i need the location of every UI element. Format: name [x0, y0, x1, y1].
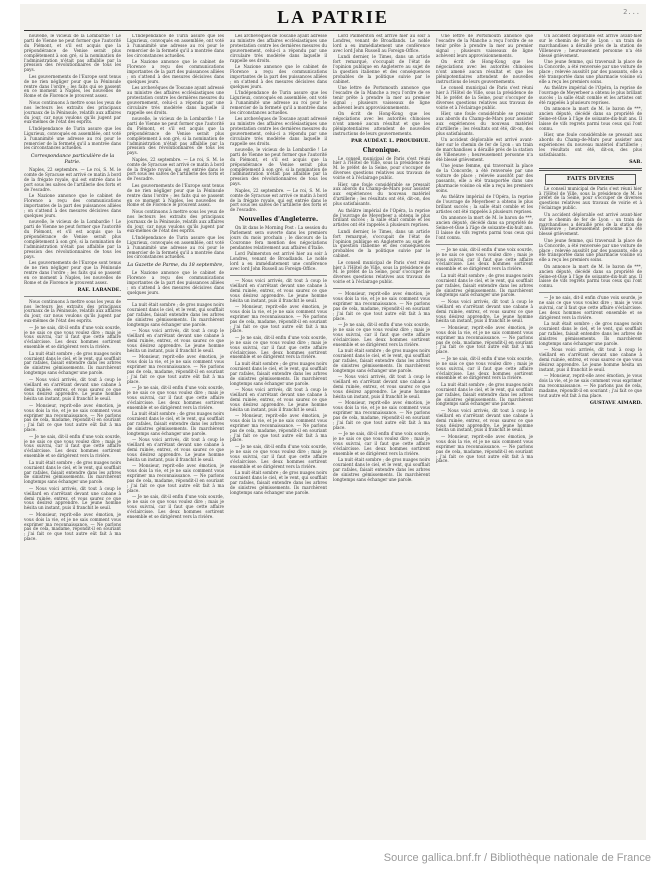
column-5: [436, 34, 533, 834]
article-paragraph: Naples, 22 septembre. — Le roi, S. M. le comte de Syracuse est arrivé ce matin à bord de la frégate royale, qui est entrée dans le port sous les salves de l'artillerie des forts et de l'escadre.: [24, 167, 121, 192]
article-paragraph: — Je ne sais, dit-il enfin d'une voix sourde, je ne sais ce que vous voulez dire ; mais je vous suivrai, car il faut que cette affaire s'éclaircisse. Les deux hommes sortirent ensemble et se dirigèrent vers la rivière.: [333, 431, 430, 456]
article-paragraph: La nuit était sombre ; de gros nuages noirs couraient dans le ciel, et le vent, qui soufflait par rafales, faisait entendre dans les arbres de sinistres gémissements. Ils marchèrent longtemps sans échanger une parole.: [24, 459, 121, 485]
article-paragraph: — Monsieur, reprit-elle avec émotion, je vous dois la vie, et je ne sais comment vous exprimer ma reconnaissance. — Ne parlons pas de cela, madame, répondit-il en souriant ; j'ai fait ce que tout autre eût fait à ma place.: [539, 373, 642, 398]
article-paragraph: Les gouvernements de l'Europe sont tenus de ne rien négliger pour que la Péninsule rentre dans l'ordre ; les faits qui se passent en ce moment à Naples, les nouvelles de Rome et de Florence le prouvent assez.: [24, 73, 121, 99]
page-reference: 2...: [623, 8, 640, 16]
article-paragraph: Hier, une foule considérable se pressait aux abords du Champ-de-Mars pour assister aux expériences du nouveau matériel d'artillerie ; les résultats ont été, dit-on, des plus satisfaisants.: [539, 132, 642, 157]
article-paragraph: Le Nazione annonce que le cabinet de Florence a reçu des communications importantes de la part des puissances alliées ; on s'attend à des mesures décisives dans quelques jours.: [127, 270, 224, 295]
article-paragraph: Naples, 22 septembre. — Le roi, S. M. le comte de Syracuse est arrivé ce matin à bord de la frégate royale, qui est entrée dans le port sous les salves de l'artillerie des forts et de l'escadre.: [230, 187, 327, 213]
article-paragraph: La nuit était sombre ; de gros nuages noirs couraient dans le ciel, et le vent, qui soufflait par rafales, faisait entendre dans les arbres de sinistres gémissements. Ils marchèrent longtemps sans échanger une parole.: [230, 469, 327, 495]
article-paragraph: On annonce la mort de M. le baron de ***, ancien député, décédé dans sa propriété de Seine-et-Oise à l'âge de soixante-dix-huit ans. Il laisse de vifs regrets parmi tous ceux qui l'ont connu.: [539, 106, 642, 131]
article-paragraph: — Je ne sais, dit-il enfin d'une voix sourde, je ne sais ce que vous voulez dire ; mais je vous suivrai, car il faut que cette affaire s'éclaircisse. Les deux hommes sortirent ensemble et se dirigèrent vers la rivière.: [539, 295, 642, 320]
article-paragraph: Le conseil municipal de Paris s'est réuni hier à l'Hôtel de Ville, sous la présidence de M. le préfet de la Seine, pour s'occuper de diverses questions relatives aux travaux de voirie et à l'éclairage public.: [539, 185, 642, 211]
section-divider: [24, 296, 121, 297]
chronique-heading: Chronique.: [362, 146, 401, 154]
article-paragraph: Au théâtre impérial de l'Opéra, la reprise de l'ouvrage de Meyerbeer a obtenu le plus brillant succès ; la salle était comble et les artistes ont été rappelés à plusieurs reprises.: [333, 207, 430, 228]
section-divider: [127, 299, 224, 300]
article-paragraph: nouvelle, le vicieux de la Lombardie ! Le parti de Vienne ne peut former que l'autorité du Piémont, et s'il est acquis que la prépondérance de Venise serait plus complètement à son gré, si la nomination de l'administration n'était pas affaiblie par la pression des révolutionnaires de tous les pays.: [24, 219, 121, 259]
article-paragraph: — Nous voici arrivés, dit tout à coup le vieillard en s'arrêtant devant une cabane à demi ruinée, entrez, et vous saurez ce que vous désirez apprendre. Le jeune homme hésita un instant, puis il franchit le seuil.: [24, 485, 121, 511]
section-divider: [539, 168, 642, 171]
article-paragraph: — Nous voici arrivés, dit tout à coup le vieillard en s'arrêtant devant une cabane à demi ruinée, entrez, et vous saurez ce que vous désirez apprendre. Le jeune homme hésita un instant, puis il franchit le seuil.: [230, 277, 327, 303]
article-paragraph: La nuit était sombre ; de gros nuages noirs couraient dans le ciel, et le vent, qui soufflait par rafales, faisait entendre dans les arbres de sinistres gémissements. Ils marchèrent longtemps sans échanger une parole.: [24, 350, 121, 376]
article-paragraph: Une jeune femme, qui traversait la place de la Concorde, a été renversée par une voiture de place ; relevée aussitôt par des passants, elle a été transportée dans une pharmacie voisine où elle a reçu les premiers soins.: [539, 59, 642, 84]
article-paragraph: — Je ne sais, dit-il enfin d'une voix sourde, je ne sais ce que vous voulez dire ; mais je vous suivrai, car il faut que cette affaire s'éclaircisse. Les deux hommes sortirent ensemble et se dirigèrent vers la rivière.: [127, 384, 224, 410]
article-paragraph: nouvelle, le vicieux de la Lombardie ! Le parti de Vienne ne peut former que l'autorité du Piémont, et s'il est acquis que la prépondérance de Venise serait plus complètement à son gré, si la nomination de l'administration n'était pas affaiblie par la pression des révolutionnaires de tous les pays.: [127, 116, 224, 156]
article-paragraph: — Monsieur, reprit-elle avec émotion, je vous dois la vie, et je ne sais comment vous exprimer ma reconnaissance. — Ne parlons pas de cela, madame, répondit-il en souriant ; j'ai fait ce que tout autre eût fait à ma place.: [127, 463, 224, 493]
article-paragraph: — Monsieur, reprit-elle avec émotion, je vous dois la vie, et je ne sais comment vous exprimer ma reconnaissance. — Ne parlons pas de cela, madame, répondit-il en souriant ; j'ai fait ce que tout autre eût fait à ma place.: [333, 291, 430, 321]
article-paragraph: — Je ne sais, dit-il enfin d'une voix sourde, je ne sais ce que vous voulez dire ; mais je vous suivrai, car il faut que cette affaire s'éclaircisse. Les deux hommes sortirent ensemble et se dirigèrent vers la rivière.: [230, 443, 327, 469]
masthead-rule: [24, 30, 642, 31]
article-paragraph: — Monsieur, reprit-elle avec émotion, je vous dois la vie, et je ne sais comment vous exprimer ma reconnaissance. — Ne parlons pas de cela, madame, répondit-il en souriant ; j'ai fait ce que tout autre eût fait à ma place.: [436, 324, 533, 355]
article-paragraph: Le Nazione annonce que le cabinet de Florence a reçu des communications importantes de la part des puissances alliées ; on s'attend à des mesures décisives dans quelques jours.: [127, 59, 224, 84]
article-paragraph: Le Nazione annonce que le cabinet de Florence a reçu des communications importantes de la part des puissances alliées ; on s'attend à des mesures décisives dans quelques jours.: [230, 63, 327, 89]
article-paragraph: — Nous voici arrivés, dit tout à coup le vieillard en s'arrêtant devant une cabane à demi ruinée, entrez, et vous saurez ce que vous désirez apprendre. Le jeune homme hésita un instant, puis il franchit le seuil.: [127, 436, 224, 462]
signature: RAE. LABANDE.: [77, 286, 121, 293]
newspaper-page: [20, 4, 646, 840]
column-4: [333, 34, 430, 834]
source-credit: Source gallica.bnf.fr / Bibliothèque nationale de France: [383, 852, 651, 864]
article-paragraph: Les gouvernements de l'Europe sont tenus de ne rien négliger pour que la Péninsule rentre dans l'ordre ; les faits qui se passent en ce moment à Naples, les nouvelles de Rome et de Florence le prouvent assez.: [127, 182, 224, 208]
article-paragraph: nouvelle, le vicieux de la Lombardie ! Le parti de Vienne ne peut former que l'autorité du Piémont, et s'il est acquis que la prépondérance de Venise serait plus complètement à son gré, si la nomination de l'administration n'était pas affaiblie par la pression des révolutionnaires de tous les pays.: [230, 146, 327, 187]
article-paragraph: Une jeune femme, qui traversait la place de la Concorde, a été renversée par une voiture de place ; relevée aussitôt par des passants, elle a été transportée dans une pharmacie voisine où elle a reçu les premiers soins.: [539, 237, 642, 263]
signature: GUSTAVE AIMARD.: [589, 399, 642, 406]
article-paragraph: nouvelle, le vicieux de la Lombardie ! Le parti de Vienne ne peut former que l'autorité du Piémont, et s'il est acquis que la prépondérance de Venise serait plus complètement à son gré, si la nomination de l'administration n'était pas affaiblie par la pression des révolutionnaires de tous les pays.: [24, 34, 121, 73]
article-paragraph: La nuit était sombre ; de gros nuages noirs couraient dans le ciel, et le vent, qui soufflait par rafales, faisait entendre dans les arbres de sinistres gémissements. Ils marchèrent longtemps sans échanger une parole.: [333, 457, 430, 482]
column-2: [127, 34, 224, 834]
article-paragraph: — Nous voici arrivés, dit tout à coup le vieillard en s'arrêtant devant une cabane à demi ruinée, entrez, et vous saurez ce que vous désirez apprendre. Le jeune homme hésita un instant, puis il franchit le seuil.: [436, 407, 533, 433]
article-paragraph: — Monsieur, reprit-elle avec émotion, je vous dois la vie, et je ne sais comment vous exprimer ma reconnaissance. — Ne parlons pas de cela, madame, répondit-il en souriant ; j'ai fait ce que tout autre eût fait à ma place.: [230, 412, 327, 443]
article-paragraph: Lundi dernier, le Times, dans un article fort remarqué, s'occupait de l'état de l'opinion publique en Angleterre au sujet de la question italienne et des conséquences probables de la politique suivie par le cabinet.: [333, 228, 430, 259]
article-paragraph: La nuit était sombre ; de gros nuages noirs couraient dans le ciel, et le vent, qui soufflait par rafales, faisait entendre dans les arbres de sinistres gémissements. Ils marchèrent longtemps sans échanger une parole.: [127, 301, 224, 327]
article-paragraph: On écrit de Hong-Kong que les négociations avec les autorités chinoises n'ont amené aucun résultat et que les plénipotentiaires attendent de nouvelles instructions de leurs gouvernements.: [333, 111, 430, 136]
article-paragraph: Le conseil municipal de Paris s'est réuni hier à l'Hôtel de Ville, sous la présidence de M. le préfet de la Seine, pour s'occuper de diverses questions relatives aux travaux de voirie et à l'éclairage public.: [333, 259, 430, 285]
article-paragraph: Les archevêques de Toscane ayant adressé au ministre des affaires ecclésiastiques une protestation contre les dernières mesures du gouvernement, celui-ci a répondu par une circulaire très modérée dans laquelle il rappelle ses droits.: [230, 116, 327, 146]
article-paragraph: Les archevêques de Toscane ayant adressé au ministre des affaires ecclésiastiques une protestation contre les dernières mesures du gouvernement, celui-ci a répondu par une circulaire très modérée dans laquelle il rappelle ses droits.: [230, 34, 327, 63]
signature: SAB.: [629, 158, 642, 165]
article-paragraph: On annonce la mort de M. le baron de ***, ancien député, décédé dans sa propriété de Seine-et-Oise à l'âge de soixante-dix-huit ans. Il laisse de vifs regrets parmi tous ceux qui l'ont connu.: [539, 263, 642, 289]
article-paragraph: L'Indépendance de Turin assure que les Ligurieux, convoqués en assemblée, ont voté à l'unanimité une adresse au roi pour le remercier de la fermeté qu'il a montrée dans les circonstances actuelles.: [127, 234, 224, 260]
article-paragraph: — Monsieur, reprit-elle avec émotion, je vous dois la vie, et je ne sais comment vous exprimer ma reconnaissance. — Ne parlons pas de cela, madame, répondit-il en souriant ; j'ai fait ce que tout autre eût fait à ma place.: [230, 303, 327, 334]
article-paragraph: — Nous voici arrivés, dit tout à coup le vieillard en s'arrêtant devant une cabane à demi ruinée, entrez, et vous saurez ce que vous désirez apprendre. Le jeune homme hésita un instant, puis il franchit le seuil.: [24, 376, 121, 402]
section-divider: [333, 288, 430, 289]
article-paragraph: — Monsieur, reprit-elle avec émotion, je vous dois la vie, et je ne sais comment vous exprimer ma reconnaissance. — Ne parlons pas de cela, madame, répondit-il en souriant ; j'ai fait ce que tout autre eût fait à ma place.: [24, 402, 121, 433]
column-6: [539, 34, 642, 834]
article-paragraph: On lit dans le Morning Post : La session du Parlement sera ouverte dans les premiers jours du mois prochain ; le discours de la Couronne fera mention des négociations pendantes relativement aux affaires d'Italie.: [230, 225, 327, 250]
article-paragraph: — Je ne sais, dit-il enfin d'une voix sourde, je ne sais ce que vous voulez dire ; mais je vous suivrai, car il faut que cette affaire s'éclaircisse. Les deux hommes sortirent ensemble et se dirigèrent vers la rivière.: [436, 355, 533, 381]
article-paragraph: Un accident déplorable est arrivé avant-hier sur le chemin de fer de Lyon : un train de marchandises a déraillé près de la station de Villeneuve ; heureusement personne n'a été blessé grièvement.: [436, 137, 533, 162]
article-paragraph: Naples, 22 septembre. — Le roi, S. M. le comte de Syracuse est arrivé ce matin à bord de la frégate royale, qui est entrée dans le port sous les salves de l'artillerie des forts et de l'escadre.: [127, 156, 224, 182]
faits-divers-heading: FAITS DIVERS: [545, 174, 636, 185]
correspondence-heading: Correspondance particulière de la Patrie.: [30, 154, 115, 166]
article-paragraph: La nuit était sombre ; de gros nuages noirs couraient dans le ciel, et le vent, qui soufflait par rafales, faisait entendre dans les arbres de sinistres gémissements. Ils marchèrent longtemps sans échanger une parole.: [333, 348, 430, 373]
article-paragraph: Hier, une foule considérable se pressait aux abords du Champ-de-Mars pour assister aux expériences du nouveau matériel d'artillerie ; les résultats ont été, dit-on, des plus satisfaisants.: [333, 181, 430, 207]
article-paragraph: — Monsieur, reprit-elle avec émotion, je vous dois la vie, et je ne sais comment vous exprimer ma reconnaissance. — Ne parlons pas de cela, madame, répondit-il en souriant ; j'ai fait ce que tout autre eût fait à ma place.: [24, 511, 121, 542]
article-paragraph: La nuit était sombre ; de gros nuages noirs couraient dans le ciel, et le vent, qui soufflait par rafales, faisait entendre dans les arbres de sinistres gémissements. Ils marchèrent longtemps sans échanger une parole.: [127, 410, 224, 436]
article-paragraph: Les archevêques de Toscane ayant adressé au ministre des affaires ecclésiastiques une protestation contre les dernières mesures du gouvernement, celui-ci a répondu par une circulaire très modérée dans laquelle il rappelle ses droits.: [127, 85, 224, 115]
article-paragraph: Le conseil municipal de Paris s'est réuni hier à l'Hôtel de Ville, sous la présidence de M. le préfet de la Seine, pour s'occuper de diverses questions relatives aux travaux de voirie et à l'éclairage public.: [333, 155, 430, 181]
article-paragraph: Une lettre de Portsmouth annonce que l'escadre de la Manche a reçu l'ordre de se tenir prête à prendre la mer au premier signal ; plusieurs vaisseaux de ligne achèvent leurs approvisionnements.: [333, 85, 430, 110]
article-paragraph: On annonce la mort de M. le baron de ***, ancien député, décédé dans sa propriété de Seine-et-Oise à l'âge de soixante-dix-huit ans. Il laisse de vifs regrets parmi tous ceux qui l'ont connu.: [436, 215, 533, 240]
article-paragraph: Le conseil municipal de Paris s'est réuni hier à l'Hôtel de Ville, sous la présidence de M. le préfet de la Seine, pour s'occuper de diverses questions relatives aux travaux de voirie et à l'éclairage public.: [436, 85, 533, 110]
article-paragraph: La nuit était sombre ; de gros nuages noirs couraient dans le ciel, et le vent, qui soufflait par rafales, faisait entendre dans les arbres de sinistres gémissements. Ils marchèrent longtemps sans échanger une parole.: [539, 321, 642, 346]
article-paragraph: — Je ne sais, dit-il enfin d'une voix sourde, je ne sais ce que vous voulez dire ; mais je vous suivrai, car il faut que cette affaire s'éclaircisse. Les deux hommes sortirent ensemble et se dirigèrent vers la rivière.: [24, 433, 121, 459]
masthead-title: LA PATRIE: [277, 7, 389, 27]
article-paragraph: — Je ne sais, dit-il enfin d'une voix sourde, je ne sais ce que vous voulez dire ; mais je vous suivrai, car il faut que cette affaire s'éclaircisse. Les deux hommes sortirent ensemble et se dirigèrent vers la rivière.: [24, 324, 121, 350]
article-paragraph: — Monsieur, reprit-elle avec émotion, je vous dois la vie, et je ne sais comment vous exprimer ma reconnaissance. — Ne parlons pas de cela, madame, répondit-il en souriant ; j'ai fait ce que tout autre eût fait à ma place.: [436, 433, 533, 464]
article-paragraph: Hier, une foule considérable se pressait aux abords du Champ-de-Mars pour assister aux expériences du nouveau matériel d'artillerie ; les résultats ont été, dit-on, des plus satisfaisants.: [436, 111, 533, 136]
article-paragraph: — Nous voici arrivés, dit tout à coup le vieillard en s'arrêtant devant une cabane à demi ruinée, entrez, et vous saurez ce que vous désirez apprendre. Le jeune homme hésita un instant, puis il franchit le seuil.: [539, 347, 642, 372]
article-paragraph: Nous continuons à mettre sous les yeux de nos lecteurs les extraits des principaux journaux de la Péninsule, relatifs aux affaires du jour, car nous voulons qu'ils jugent par eux-mêmes de l'état des esprits.: [24, 298, 121, 324]
article-paragraph: — Je ne sais, dit-il enfin d'une voix sourde, je ne sais ce que vous voulez dire ; mais je vous suivrai, car il faut que cette affaire s'éclaircisse. Les deux hommes sortirent ensemble et se dirigèrent vers la rivière.: [333, 322, 430, 347]
article-paragraph: Au théâtre impérial de l'Opéra, la reprise de l'ouvrage de Meyerbeer a obtenu le plus brillant succès ; la salle était comble et les artistes ont été rappelés à plusieurs reprises.: [539, 85, 642, 105]
signature: PAR AUDÉAT. L. PROUDHUE.: [351, 137, 430, 144]
column-1: [24, 34, 121, 834]
article-paragraph: Un accident déplorable est arrivé avant-hier sur le chemin de fer de Lyon : un train de marchandises a déraillé près de la station de Villeneuve ; heureusement personne n'a été blessé grièvement.: [539, 211, 642, 237]
article-paragraph: Lord Palmerston est arrivé hier au soir à Londres, venant de Broadlands. Le noble lord a eu immédiatement une conférence avec lord John Russell au Foreign-Office.: [230, 251, 327, 271]
article-paragraph: Lord Palmerston est arrivé hier au soir à Londres, venant de Broadlands. Le noble lord a eu immédiatement une conférence avec lord John Russell au Foreign-Office.: [333, 34, 430, 53]
article-paragraph: Le Nazione annonce que le cabinet de Florence a reçu des communications importantes de la part des puissances alliées ; on s'attend à des mesures décisives dans quelques jours.: [24, 193, 121, 218]
article-paragraph: — Monsieur, reprit-elle avec émotion, je vous dois la vie, et je ne sais comment vous exprimer ma reconnaissance. — Ne parlons pas de cela, madame, répondit-il en souriant ; j'ai fait ce que tout autre eût fait à ma place.: [333, 400, 430, 430]
article-paragraph: La nuit était sombre ; de gros nuages noirs couraient dans le ciel, et le vent, qui soufflait par rafales, faisait entendre dans les arbres de sinistres gémissements. Ils marchèrent longtemps sans échanger une parole.: [436, 272, 533, 298]
article-paragraph: — Nous voici arrivés, dit tout à coup le vieillard en s'arrêtant devant une cabane à demi ruinée, entrez, et vous saurez ce que vous désirez apprendre. Le jeune homme hésita un instant, puis il franchit le seuil.: [127, 327, 224, 353]
article-paragraph: Au théâtre impérial de l'Opéra, la reprise de l'ouvrage de Meyerbeer a obtenu le plus brillant succès ; la salle était comble et les artistes ont été rappelés à plusieurs reprises.: [436, 194, 533, 214]
article-paragraph: Nous continuons à mettre sous les yeux de nos lecteurs les extraits des principaux journaux de la Péninsule, relatifs aux affaires du jour, car nous voulons qu'ils jugent par eux-mêmes de l'état des esprits.: [24, 99, 121, 125]
article-paragraph: L'Indépendance de Turin assure que les Ligurieux, convoqués en assemblée, ont voté à l'unanimité une adresse au roi pour le remercier de la fermeté qu'il a montrée dans les circonstances actuelles.: [24, 125, 121, 151]
angleterre-heading: Nouvelles d'Angleterre.: [238, 216, 319, 224]
section-divider: [230, 275, 327, 276]
article-paragraph: Une jeune femme, qui traversait la place de la Concorde, a été renversée par une voiture de place ; relevée aussitôt par des passants, elle a été transportée dans une pharmacie voisine où elle a reçu les premiers soins.: [436, 163, 533, 193]
article-paragraph: — Je ne sais, dit-il enfin d'une voix sourde, je ne sais ce que vous voulez dire ; mais je vous suivrai, car il faut que cette affaire s'éclaircisse. Les deux hommes sortirent ensemble et se dirigèrent vers la rivière.: [230, 334, 327, 360]
section-divider: [539, 292, 642, 293]
gazette-heading: La Gazette de Parme, du 18 septembre,: [127, 263, 224, 269]
article-paragraph: La nuit était sombre ; de gros nuages noirs couraient dans le ciel, et le vent, qui soufflait par rafales, faisait entendre dans les arbres de sinistres gémissements. Ils marchèrent longtemps sans échanger une parole.: [436, 381, 533, 407]
article-paragraph: L'Indépendance de Turin assure que les Ligurieux, convoqués en assemblée, ont voté à l'unanimité une adresse au roi pour le remercier de la fermeté qu'il a montrée dans les circonstances actuelles.: [127, 34, 224, 58]
article-paragraph: — Nous voici arrivés, dit tout à coup le vieillard en s'arrêtant devant une cabane à demi ruinée, entrez, et vous saurez ce que vous désirez apprendre. Le jeune homme hésita un instant, puis il franchit le seuil.: [436, 298, 533, 324]
article-paragraph: L'Indépendance de Turin assure que les Ligurieux, convoqués en assemblée, ont voté à l'unanimité une adresse au roi pour le remercier de la fermeté qu'il a montrée dans les circonstances actuelles.: [230, 89, 327, 115]
article-paragraph: — Nous voici arrivés, dit tout à coup le vieillard en s'arrêtant devant une cabane à demi ruinée, entrez, et vous saurez ce que vous désirez apprendre. Le jeune homme hésita un instant, puis il franchit le seuil.: [333, 374, 430, 399]
article-paragraph: — Nous voici arrivés, dit tout à coup le vieillard en s'arrêtant devant une cabane à demi ruinée, entrez, et vous saurez ce que vous désirez apprendre. Le jeune homme hésita un instant, puis il franchit le seuil.: [230, 386, 327, 412]
section-divider: [436, 244, 533, 245]
article-paragraph: Nous continuons à mettre sous les yeux de nos lecteurs les extraits des principaux journaux de la Péninsule, relatifs aux affaires du jour, car nous voulons qu'ils jugent par eux-mêmes de l'état des esprits.: [127, 208, 224, 234]
article-paragraph: Un accident déplorable est arrivé avant-hier sur le chemin de fer de Lyon : un train de marchandises a déraillé près de la station de Villeneuve ; heureusement personne n'a été blessé grièvement.: [539, 34, 642, 58]
article-paragraph: Les gouvernements de l'Europe sont tenus de ne rien négliger pour que la Péninsule rentre dans l'ordre ; les faits qui se passent en ce moment à Naples, les nouvelles de Rome et de Florence le prouvent assez.: [24, 260, 121, 285]
column-3: [230, 34, 327, 834]
article-paragraph: Une lettre de Portsmouth annonce que l'escadre de la Manche a reçu l'ordre de se tenir prête à prendre la mer au premier signal ; plusieurs vaisseaux de ligne achèvent leurs approvisionnements.: [436, 34, 533, 58]
article-paragraph: — Je ne sais, dit-il enfin d'une voix sourde, je ne sais ce que vous voulez dire ; mais je vous suivrai, car il faut que cette affaire s'éclaircisse. Les deux hommes sortirent ensemble et se dirigèrent vers la rivière.: [127, 493, 224, 519]
article-paragraph: On écrit de Hong-Kong que les négociations avec les autorités chinoises n'ont amené aucun résultat et que les plénipotentiaires attendent de nouvelles instructions de leurs gouvernements.: [436, 59, 533, 84]
article-paragraph: La nuit était sombre ; de gros nuages noirs couraient dans le ciel, et le vent, qui soufflait par rafales, faisait entendre dans les arbres de sinistres gémissements. Ils marchèrent longtemps sans échanger une parole.: [230, 360, 327, 386]
article-paragraph: Lundi dernier, le Times, dans un article fort remarqué, s'occupait de l'état de l'opinion publique en Angleterre au sujet de la question italienne et des conséquences probables de la politique suivie par le cabinet.: [333, 54, 430, 84]
masthead: [20, 6, 646, 28]
article-paragraph: — Monsieur, reprit-elle avec émotion, je vous dois la vie, et je ne sais comment vous exprimer ma reconnaissance. — Ne parlons pas de cela, madame, répondit-il en souriant ; j'ai fait ce que tout autre eût fait à ma place.: [127, 353, 224, 384]
article-paragraph: — Je ne sais, dit-il enfin d'une voix sourde, je ne sais ce que vous voulez dire ; mais je vous suivrai, car il faut que cette affaire s'éclaircisse. Les deux hommes sortirent ensemble et se dirigèrent vers la rivière.: [436, 246, 533, 272]
